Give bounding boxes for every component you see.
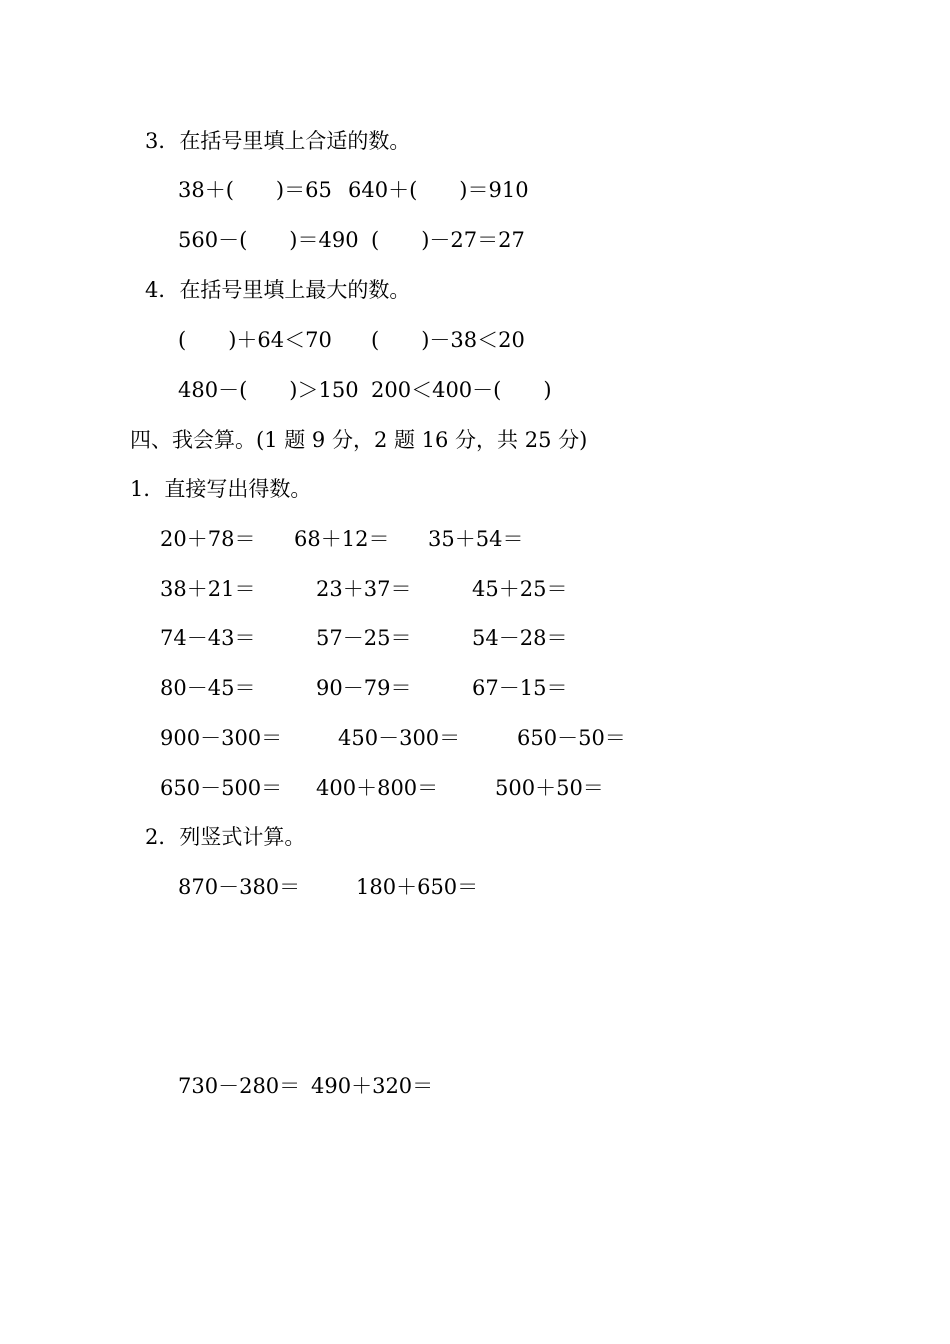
vertical-calc-item: 180＋650＝ [356, 875, 479, 899]
vertical-calc-item: 490＋320＝ [311, 1074, 434, 1098]
oral-calc-item: 68＋12＝ [294, 527, 390, 551]
oral-calc-item: 90－79＝ [316, 676, 412, 700]
oral-calc-item: 23＋37＝ [316, 577, 412, 601]
oral-calc-item: 20＋78＝ [160, 527, 256, 551]
q4-item-3: 480－( )＞150 [178, 378, 359, 402]
q3-item-1: 38＋( )＝65 [178, 178, 332, 202]
q4-item-2: ( )－38＜20 [371, 328, 525, 352]
q4-item-4: 200＜400－( ) [371, 378, 552, 402]
section-4-heading: 四、我会算。(1 题 9 分，2 题 16 分，共 25 分) [130, 428, 588, 452]
oral-calc-item: 500＋50＝ [495, 776, 604, 800]
oral-calc-item: 450－300＝ [338, 726, 461, 750]
q3-item-2: 640＋( )＝910 [348, 178, 529, 202]
oral-calc-item: 400＋800＝ [316, 776, 439, 800]
oral-calc-item: 67－15＝ [472, 676, 568, 700]
oral-calc-item: 650－500＝ [160, 776, 283, 800]
oral-calc-item: 38＋21＝ [160, 577, 256, 601]
question-4-title: 4．在括号里填上最大的数。 [145, 278, 411, 302]
oral-calc-item: 54－28＝ [472, 626, 568, 650]
oral-calc-item: 57－25＝ [316, 626, 412, 650]
vertical-calc-item: 730－280＝ [178, 1074, 301, 1098]
oral-calc-item: 45＋25＝ [472, 577, 568, 601]
q3-item-3: 560－( )＝490 [178, 228, 359, 252]
oral-calc-item: 650－50＝ [517, 726, 626, 750]
oral-calc-item: 900－300＝ [160, 726, 283, 750]
q4-item-1: ( )＋64＜70 [178, 328, 332, 352]
oral-calc-item: 80－45＝ [160, 676, 256, 700]
oral-calc-item: 74－43＝ [160, 626, 256, 650]
oral-calc-item: 35＋54＝ [428, 527, 524, 551]
s4-question-1-title: 1．直接写出得数。 [130, 477, 312, 501]
vertical-calc-item: 870－380＝ [178, 875, 301, 899]
question-3-title: 3．在括号里填上合适的数。 [145, 129, 411, 153]
s4-question-2-title: 2．列竖式计算。 [145, 825, 306, 849]
q3-item-4: ( )－27＝27 [371, 228, 525, 252]
